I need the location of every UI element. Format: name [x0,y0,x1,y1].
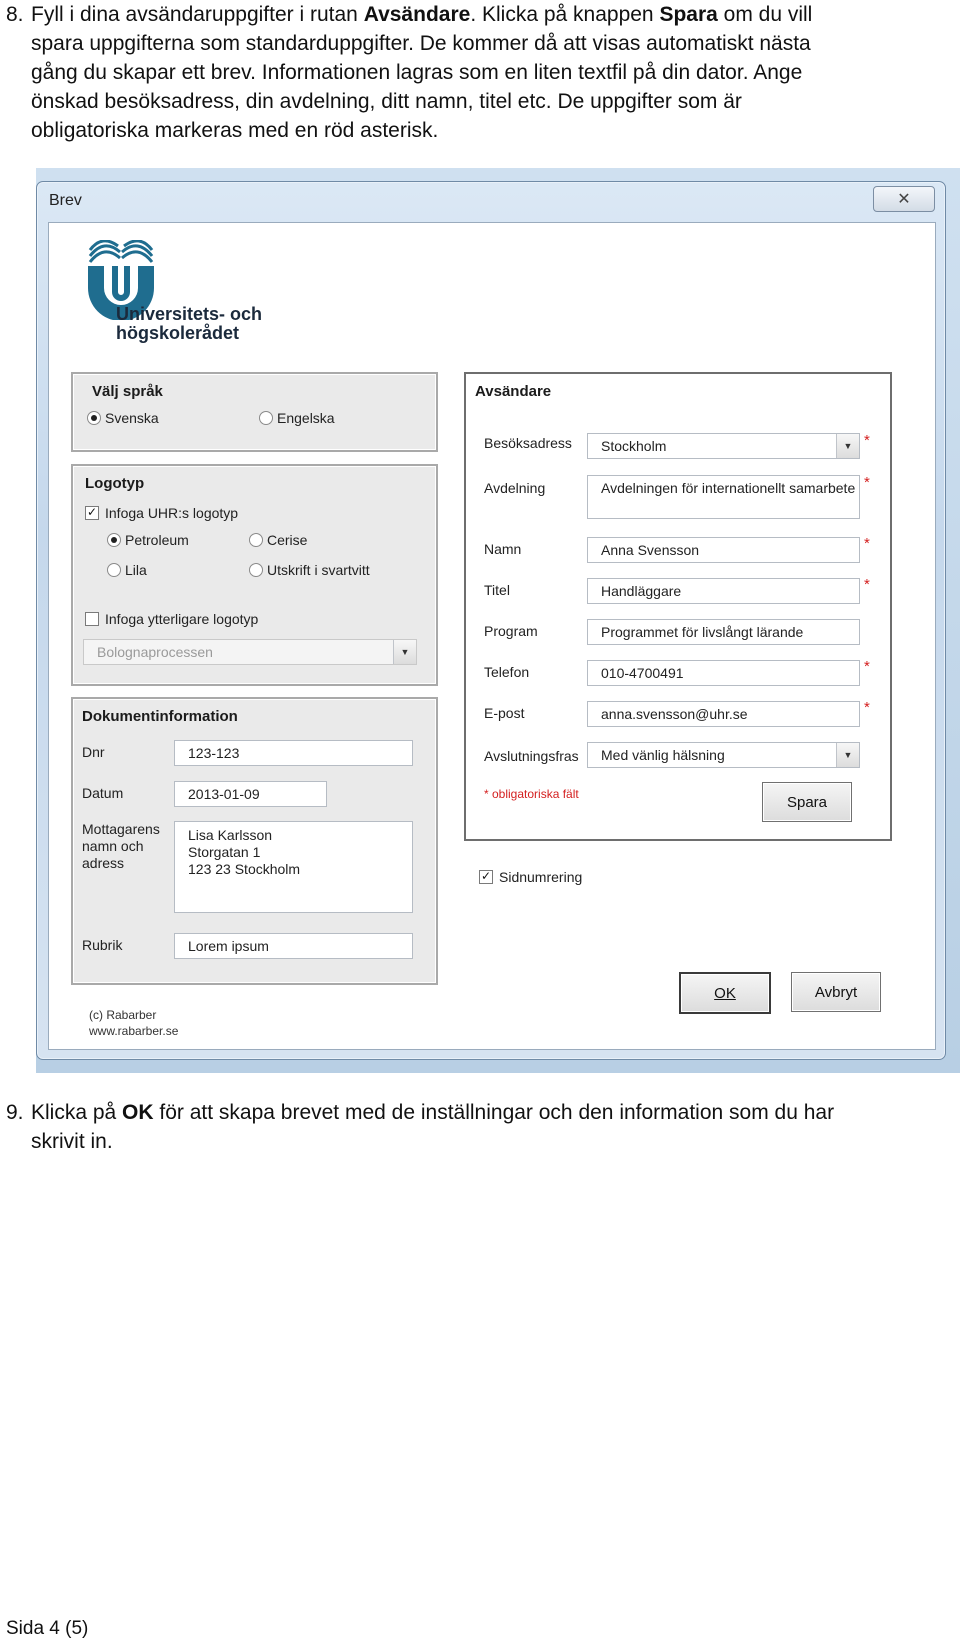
chevron-down-icon: ▼ [836,743,859,767]
language-group [71,372,438,452]
step-text: Fyll i dina avsändaruppgifter i rutan Avsändare. Klicka på knappen Spara om du vill spara uppgifterna som standarduppgifter. De kommer då att visas automatiskt nästa gång du skapar ett brev. Informationen lagras som en liten textfil på din dator. Ange önskad besöksadress, din avdelning, ditt namn, titel etc. De uppgifter som är obligatoriska markeras med en röd asterisk. [31,3,813,142]
radio-lila-label: Lila [125,562,147,578]
radio-cerise-label: Cerise [267,532,308,548]
dnr-label: Dnr [82,744,105,760]
epost-input[interactable]: anna.svensson@uhr.se [587,701,860,727]
radio-svenska-label: Svenska [105,410,159,426]
recipient-textarea[interactable]: Lisa Karlsson Storgatan 1 123 23 Stockholm [174,821,413,913]
chevron-down-icon: ▼ [836,434,859,458]
recipient-label: Mottagarens namn och adress [82,821,160,871]
rubrik-input[interactable]: Lorem ipsum [174,933,413,959]
avslutningsfras-select[interactable] [587,742,860,768]
program-label: Program [484,623,538,639]
dialog-client [48,222,936,1050]
sender-group [464,372,892,841]
radio-svenska[interactable] [87,411,101,425]
radio-cerise[interactable] [249,533,263,547]
required-asterisk: * [864,535,870,552]
dialog-window [36,181,946,1060]
ok-button[interactable]: OK [679,972,771,1014]
insert-logo-checkbox[interactable]: ✓ [86,505,98,519]
required-asterisk: * [864,474,870,491]
epost-label: E-post [484,705,525,721]
required-note: * obligatoriska fält [484,787,579,801]
radio-engelska-label: Engelska [277,410,335,426]
cancel-button[interactable]: Avbryt [791,972,881,1012]
avslutningsfras-value: Med vänlig hälsning [601,747,725,763]
required-asterisk: * [864,576,870,593]
program-input[interactable]: Programmet för livslångt lärande [587,619,860,645]
besoksadress-label: Besöksadress [484,435,572,451]
radio-petroleum[interactable] [107,533,121,547]
namn-label: Namn [484,541,522,557]
docinfo-group-title: Dokumentinformation [82,708,238,725]
extra-logo-select-value: Bolognaprocessen [97,644,213,660]
titel-label: Titel [484,582,510,598]
rubrik-label: Rubrik [82,937,123,953]
required-asterisk: * [864,432,870,449]
page-footer: Sida 4 (5) [6,1618,89,1639]
chevron-down-icon: ▼ [393,640,416,664]
namn-input[interactable]: Anna Svensson [587,537,860,563]
titel-input[interactable]: Handläggare [587,578,860,604]
close-icon: ✕ [897,191,911,208]
dialog-title: Brev [49,192,82,209]
datum-label: Datum [82,785,124,801]
docinfo-group [71,697,438,985]
telefon-label: Telefon [484,664,530,680]
radio-svartvitt[interactable] [249,563,263,577]
avdelning-label: Avdelning [484,480,546,496]
page-numbering-checkbox[interactable]: ✓ [480,869,492,883]
step-number: 9. [6,1101,24,1124]
language-group-title: Välj språk [92,383,163,400]
radio-lila[interactable] [107,563,121,577]
step-number: 8. [6,3,24,26]
extra-logo-checkbox[interactable] [85,612,99,626]
telefon-input[interactable]: 010-4700491 [587,660,860,686]
required-asterisk: * [864,699,870,716]
besoksadress-value: Stockholm [601,438,667,454]
avdelning-input[interactable]: Avdelningen för internationellt samarbete [587,475,860,519]
close-button[interactable] [873,186,935,212]
logotype-group-title: Logotyp [85,475,145,492]
avslutningsfras-label: Avslutningsfras [484,748,579,764]
step-text: Klicka på OK för att skapa brevet med de inställningar och den information som du har skrivit in. [31,1101,835,1153]
page-numbering-label: Sidnumrering [499,869,583,885]
besoksadress-select[interactable] [587,433,860,459]
radio-petroleum-label: Petroleum [125,532,189,548]
extra-logo-label: Infoga ytterligare logotyp [105,611,259,627]
logotype-group [71,464,438,686]
save-button[interactable]: Spara [762,782,852,822]
dnr-input[interactable]: 123-123 [174,740,413,766]
sender-group-title: Avsändare [475,383,552,400]
extra-logo-select[interactable] [83,639,417,665]
insert-logo-label: Infoga UHR:s logotyp [105,505,239,521]
datum-input[interactable]: 2013-01-09 [174,781,327,807]
radio-engelska[interactable] [259,411,273,425]
radio-svartvitt-label: Utskrift i svartvitt [267,562,370,578]
copyright-text: (c) Rabarber www.rabarber.se [89,1008,179,1038]
required-asterisk: * [864,658,870,675]
uhr-logo-text: Universitets- och högskolerådet [116,304,263,343]
